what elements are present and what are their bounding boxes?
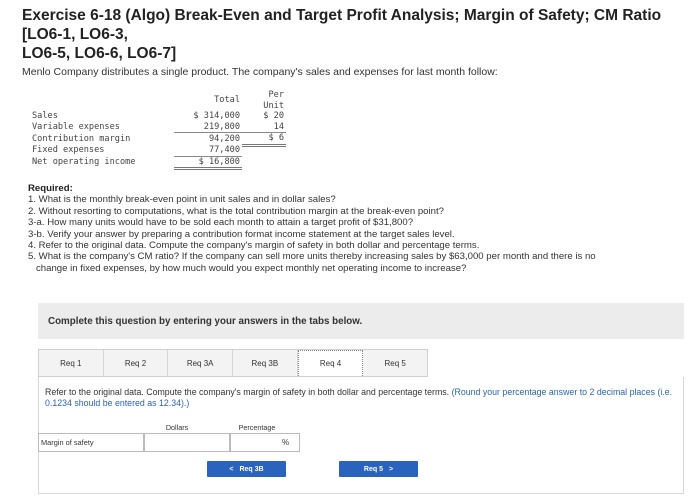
tab-req-5[interactable]: Req 5 — [363, 350, 427, 376]
tab-req-4[interactable]: Req 4 — [298, 350, 364, 376]
prev-req-label: Req 3B — [239, 465, 264, 473]
next-req-label: Req 5 — [363, 465, 383, 473]
row-unit: 14 — [242, 122, 286, 133]
exercise-title — [22, 6, 692, 63]
percent-symbol: % — [282, 438, 290, 447]
required-item: 1. What is the monthly break-even point in unit sales and in dollar sales? — [28, 194, 336, 206]
row-label: Fixed expenses — [32, 145, 105, 156]
table-row — [30, 156, 286, 169]
margin-of-safety-label: Margin of safety — [38, 433, 144, 452]
row-total: 94,200 — [208, 133, 240, 144]
row-unit: $ 6 — [242, 133, 286, 146]
table-row — [30, 111, 286, 122]
row-total: $ 16,800 — [174, 156, 242, 169]
table-row — [30, 133, 286, 146]
row-total: 77,400 — [174, 145, 242, 156]
row-label: Net operating income — [32, 157, 136, 167]
instruction-banner: Complete this question by entering your answers in the tabs below. — [38, 303, 684, 339]
row-unit — [242, 156, 286, 169]
required-item: 5. What is the company's CM ratio? If the company can sell more units thereby increasing sales by $63,000 per month and there is no — [28, 251, 596, 263]
income-statement-table — [30, 90, 286, 170]
title-line-2: LO6-5, LO6-6, LO6-7] — [22, 45, 177, 62]
col-per-unit-header: Per Unit — [263, 90, 284, 111]
tab-req-2[interactable]: Req 2 — [104, 350, 169, 376]
tab-req-3b[interactable]: Req 3B — [233, 350, 298, 376]
tab-req-1[interactable]: Req 1 — [39, 350, 104, 376]
chevron-left-icon: < — [229, 465, 234, 473]
required-heading: Required: — [28, 183, 73, 194]
required-section — [28, 183, 693, 274]
table-row — [30, 122, 286, 133]
col-dollars-header: Dollars — [165, 422, 189, 432]
next-req-button[interactable] — [339, 461, 418, 477]
margin-of-safety-dollars-cell — [144, 433, 230, 452]
required-item: 4. Refer to the original data. Compute the company's margin of safety in both dollar and percentage terms. — [28, 240, 480, 252]
row-label: Variable expenses — [32, 121, 120, 132]
required-item: 3-b. Verify your answer by preparing a contribution format income statement at the target sales level. — [28, 228, 455, 240]
tab-req-3a[interactable]: Req 3A — [168, 350, 233, 376]
col-percentage-header: Percentage — [238, 422, 276, 432]
title-line-1: Exercise 6-18 (Algo) Break-Even and Target Profit Analysis; Margin of Safety; CM Ratio [LO6-1, LO6-3, — [22, 7, 662, 43]
row-label: Sales — [32, 111, 58, 121]
intro-text: Menlo Company distributes a single product. The company's sales and expenses for last month follow: — [22, 66, 498, 78]
margin-of-safety-percentage-cell — [230, 433, 300, 452]
required-item: 2. Without resorting to computations, what is the total contribution margin at the break-even point? — [28, 205, 444, 217]
instruction-text: Refer to the original data. Compute the company's margin of safety in both dollar and percentage terms. — [45, 387, 450, 397]
col-total-header: Total — [214, 95, 240, 106]
required-item: 3-a. How many units would have to be sold each month to attain a target profit of $31,800? — [28, 217, 414, 229]
question-instruction — [45, 387, 675, 409]
instruction-hint: (Round your percentage answer to 2 decimal places (i.e. 0.1234 should be entered as 12.34).) — [45, 387, 673, 408]
row-unit — [242, 145, 286, 156]
table-row — [30, 145, 286, 156]
chevron-right-icon: > — [388, 465, 394, 473]
row-total: 219,800 — [174, 122, 242, 133]
prev-req-button[interactable] — [207, 461, 286, 477]
required-item: change in fixed expenses, by how much would you expect monthly net operating income to increase? — [36, 262, 467, 274]
margin-of-safety-dollars-input[interactable] — [145, 436, 229, 453]
tab-bar — [38, 349, 428, 377]
row-unit: $ 20 — [263, 111, 284, 121]
row-label: Contribution margin — [32, 133, 131, 144]
row-total: $ 314,000 — [193, 111, 240, 121]
